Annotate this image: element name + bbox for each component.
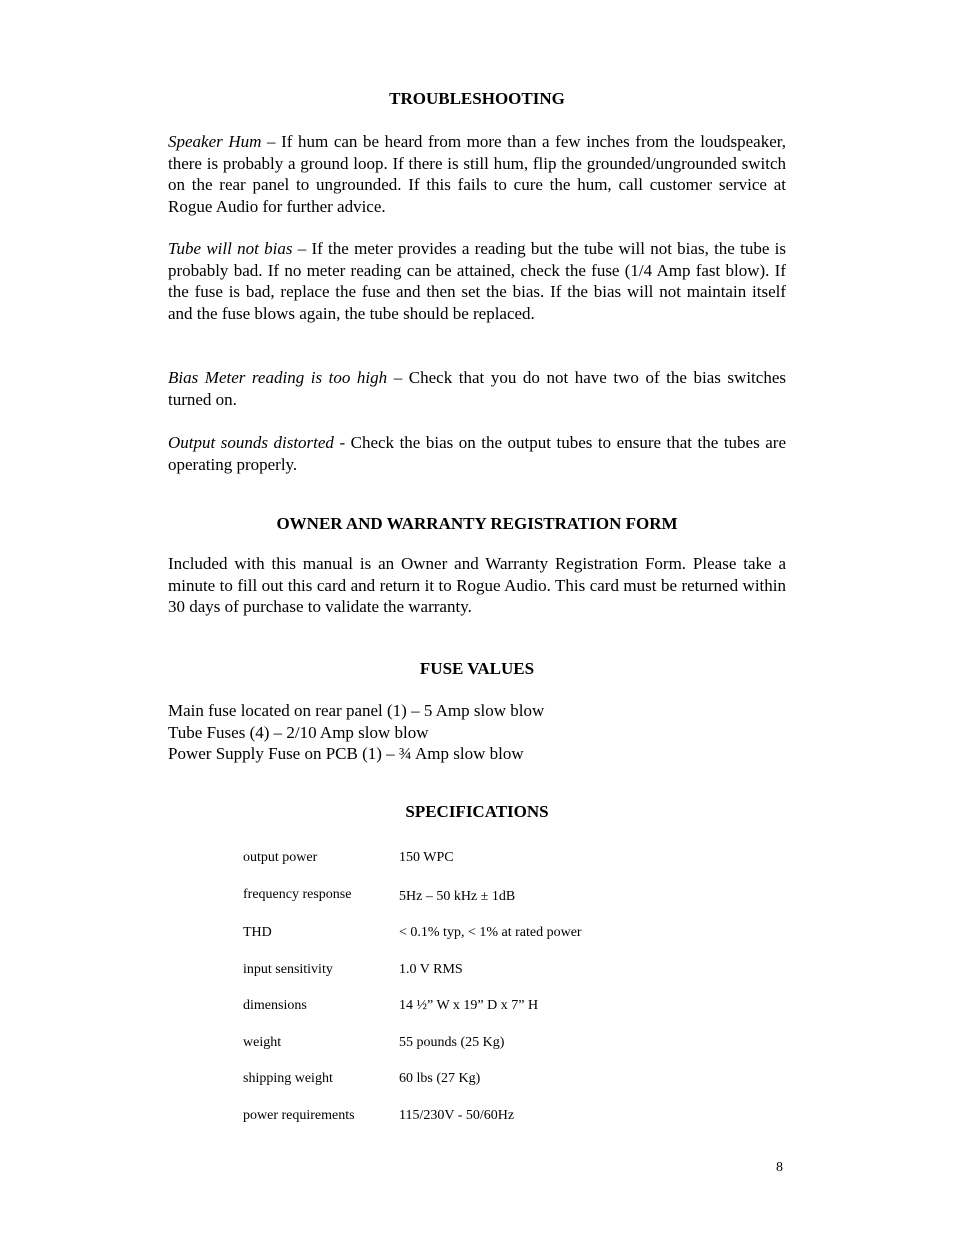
spec-row (243, 887, 693, 907)
item-term: Speaker Hum (168, 132, 262, 151)
item-text: – Check that you do not have two of the bias switches turned on. (168, 368, 786, 409)
spec-row (243, 962, 693, 982)
spec-value: 115/230V - 50/60Hz (399, 1108, 515, 1123)
spec-value: 150 WPC (399, 850, 454, 865)
spec-value: 55 pounds (25 Kg) (399, 1035, 505, 1050)
spec-value: 14 ½” W x 19” D x 7” H (399, 998, 539, 1013)
troubleshooting-item-tube-bias (168, 238, 786, 324)
spec-label: THD (243, 925, 272, 940)
registration-text: Included with this manual is an Owner and Warranty Registration Form. Please take a minute to fill out this card and return it to Rogue Audio. This card must be returned within 30 days of purchase to validate the warranty. (168, 554, 786, 616)
fuse-line-main: Main fuse located on rear panel (1) – 5 Amp slow blow (168, 701, 545, 720)
spec-label: input sensitivity (243, 962, 333, 977)
spec-label: shipping weight (243, 1071, 333, 1086)
registration-heading: OWNER AND WARRANTY REGISTRATION FORM (276, 514, 678, 533)
fuse-line-tube: Tube Fuses (4) – 2/10 Amp slow blow (168, 723, 429, 742)
item-text: – If the meter provides a reading but the tube will not bias, the tube is probably bad. If no meter reading can be attained, check the fuse (1/4 Amp fast blow). If the fuse is bad, replace the fuse and then set the bias. If the bias will not maintain itself and the fuse blows again, the tube should be replaced. (168, 239, 786, 323)
item-text: – If hum can be heard from more than a few inches from the loudspeaker, there is probably a ground loop. If there is still hum, flip the grounded/ungrounded switch on the rear panel to ungrounded. If this fails to cure the hum, call customer service at Rogue Audio for further advice. (168, 132, 786, 216)
page-number: 8 (776, 1160, 783, 1175)
spec-value: 5Hz – 50 kHz ± 1dB (399, 889, 516, 904)
troubleshooting-item-distorted (168, 432, 786, 475)
troubleshooting-item-bias-meter (168, 367, 786, 410)
troubleshooting-heading: TROUBLESHOOTING (389, 89, 565, 108)
specifications-heading: SPECIFICATIONS (405, 802, 549, 821)
item-term: Bias Meter reading is too high (168, 368, 388, 387)
fuse-values-heading: FUSE VALUES (419, 659, 535, 678)
spec-label: power requirements (243, 1108, 355, 1123)
spec-label: weight (243, 1035, 282, 1050)
spec-value: 60 lbs (27 Kg) (399, 1071, 481, 1086)
spec-row (243, 925, 693, 945)
spec-row (243, 850, 693, 870)
item-text: - Check the bias on the output tubes to ensure that the tubes are operating properly. (168, 433, 786, 474)
troubleshooting-item-speaker-hum (168, 131, 786, 217)
spec-row (243, 998, 693, 1018)
spec-label: frequency response (243, 887, 352, 902)
spec-label: output power (243, 850, 318, 865)
spec-label: dimensions (243, 998, 307, 1013)
item-term: Output sounds distorted (168, 433, 334, 452)
spec-value: 1.0 V RMS (399, 962, 463, 977)
spec-row (243, 1108, 693, 1128)
spec-row (243, 1035, 693, 1055)
fuse-line-power-supply: Power Supply Fuse on PCB (1) – ¾ Amp slow blow (168, 744, 524, 763)
spec-value: < 0.1% typ, < 1% at rated power (399, 925, 582, 940)
spec-row (243, 1071, 693, 1091)
item-term: Tube will not bias (168, 239, 293, 258)
